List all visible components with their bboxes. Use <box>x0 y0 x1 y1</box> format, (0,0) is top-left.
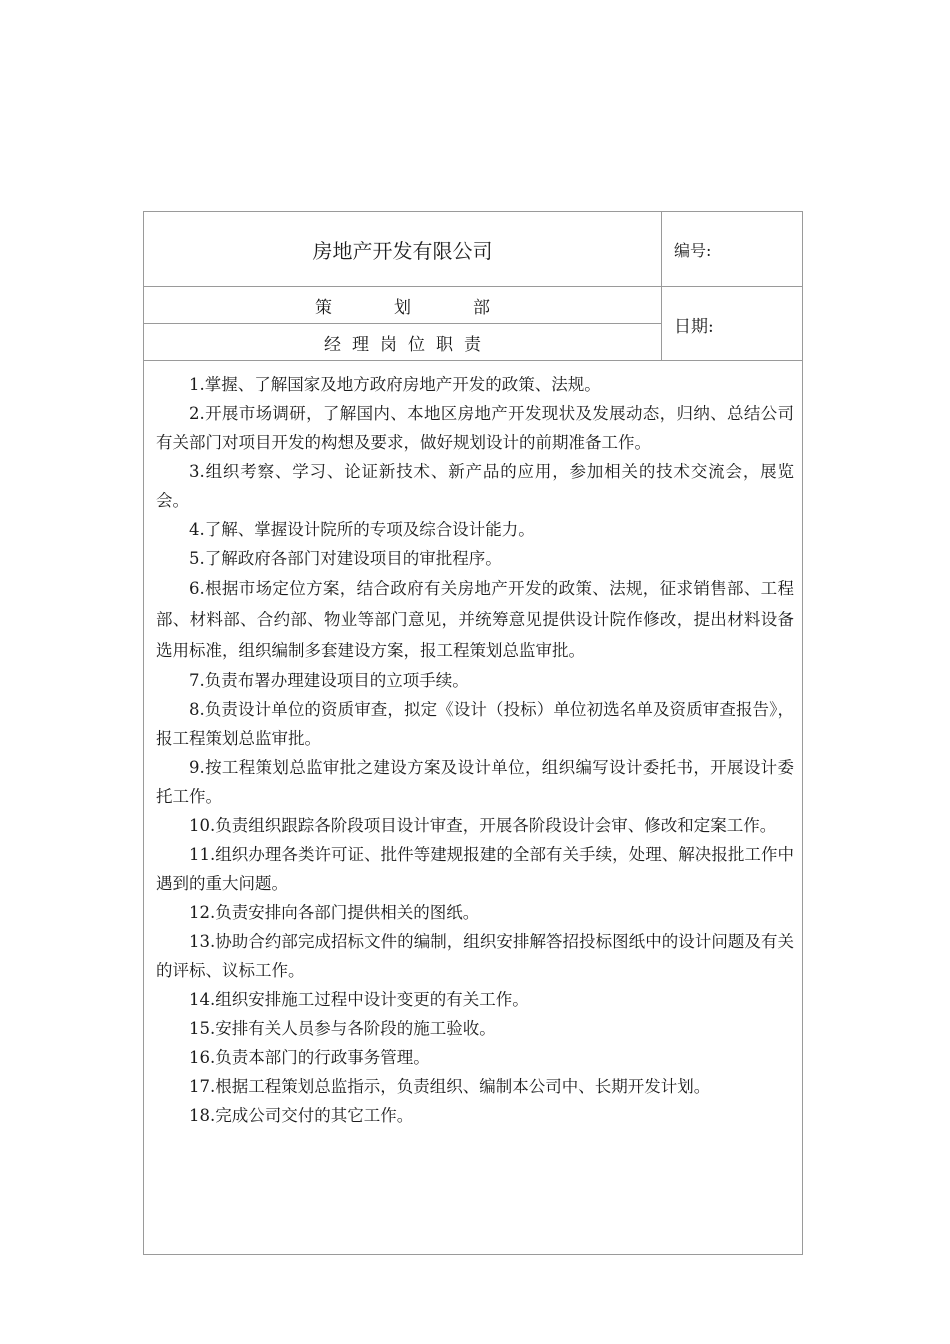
duty-item: 5.了解政府各部门对建设项目的审批程序。 <box>189 549 502 568</box>
code-label: 编号: <box>674 240 712 260</box>
duty-item: 4.了解、掌握设计院所的专项及综合设计能力。 <box>189 520 535 539</box>
duty-item: 3.组织考察、学习、论证新技术、新产品的应用，参加相关的技术交流会，展览会。 <box>156 462 794 510</box>
duties-list <box>144 362 804 1130</box>
duty-item: 14.组织安排施工过程中设计变更的有关工作。 <box>189 990 529 1009</box>
duty-item: 2.开展市场调研，了解国内、本地区房地产开发现状及发展动态，归纳、总结公司有关部门对项目开发的构想及要求，做好规划设计的前期准备工作。 <box>156 404 794 452</box>
duty-item: 10.负责组织跟踪各阶段项目设计审查，开展各阶段设计会审、修改和定案工作。 <box>189 816 777 835</box>
company-name: 房地产开发有限公司 <box>312 238 493 263</box>
department-name: 策划部 <box>315 298 552 318</box>
duty-item: 17.根据工程策划总监指示，负责组织、编制本公司中、长期开发计划。 <box>189 1077 711 1096</box>
date-label: 日期: <box>674 316 714 337</box>
role-title: 经理岗位职责 <box>324 335 492 355</box>
duty-item: 7.负责布署办理建设项目的立项手续。 <box>189 671 469 690</box>
duty-item: 16.负责本部门的行政事务管理。 <box>189 1048 430 1067</box>
duty-item: 12.负责安排向各部门提供相关的图纸。 <box>189 903 480 922</box>
duty-item: 9.按工程策划总监审批之建设方案及设计单位，组织编写设计委托书，开展设计委托工作。 <box>156 758 794 806</box>
duty-item: 13.协助合约部完成招标文件的编制，组织安排解答招投标图纸中的设计问题及有关的评标、议标工作。 <box>156 932 794 980</box>
duty-item: 18.完成公司交付的其它工作。 <box>189 1106 414 1125</box>
duty-item: 1.掌握、了解国家及地方政府房地产开发的政策、法规。 <box>189 375 601 394</box>
duty-item: 11.组织办理各类许可证、批件等建规报建的全部有关手续，处理、解决报批工作中遇到的重大问题。 <box>156 845 794 893</box>
duty-item: 6.根据市场定位方案，结合政府有关房地产开发的政策、法规，征求销售部、工程部、材料部、合约部、物业等部门意见，并统筹意见提供设计院作修改，提出材料设备选用标准，组织编制多套建设方案，报工程策划总监审批。 <box>156 579 794 660</box>
duty-item: 15.安排有关人员参与各阶段的施工验收。 <box>189 1019 496 1038</box>
job-description-form <box>143 211 803 1255</box>
duty-item: 8.负责设计单位的资质审查，拟定《设计（投标）单位初选名单及资质审查报告》，报工程策划总监审批。 <box>156 700 794 748</box>
